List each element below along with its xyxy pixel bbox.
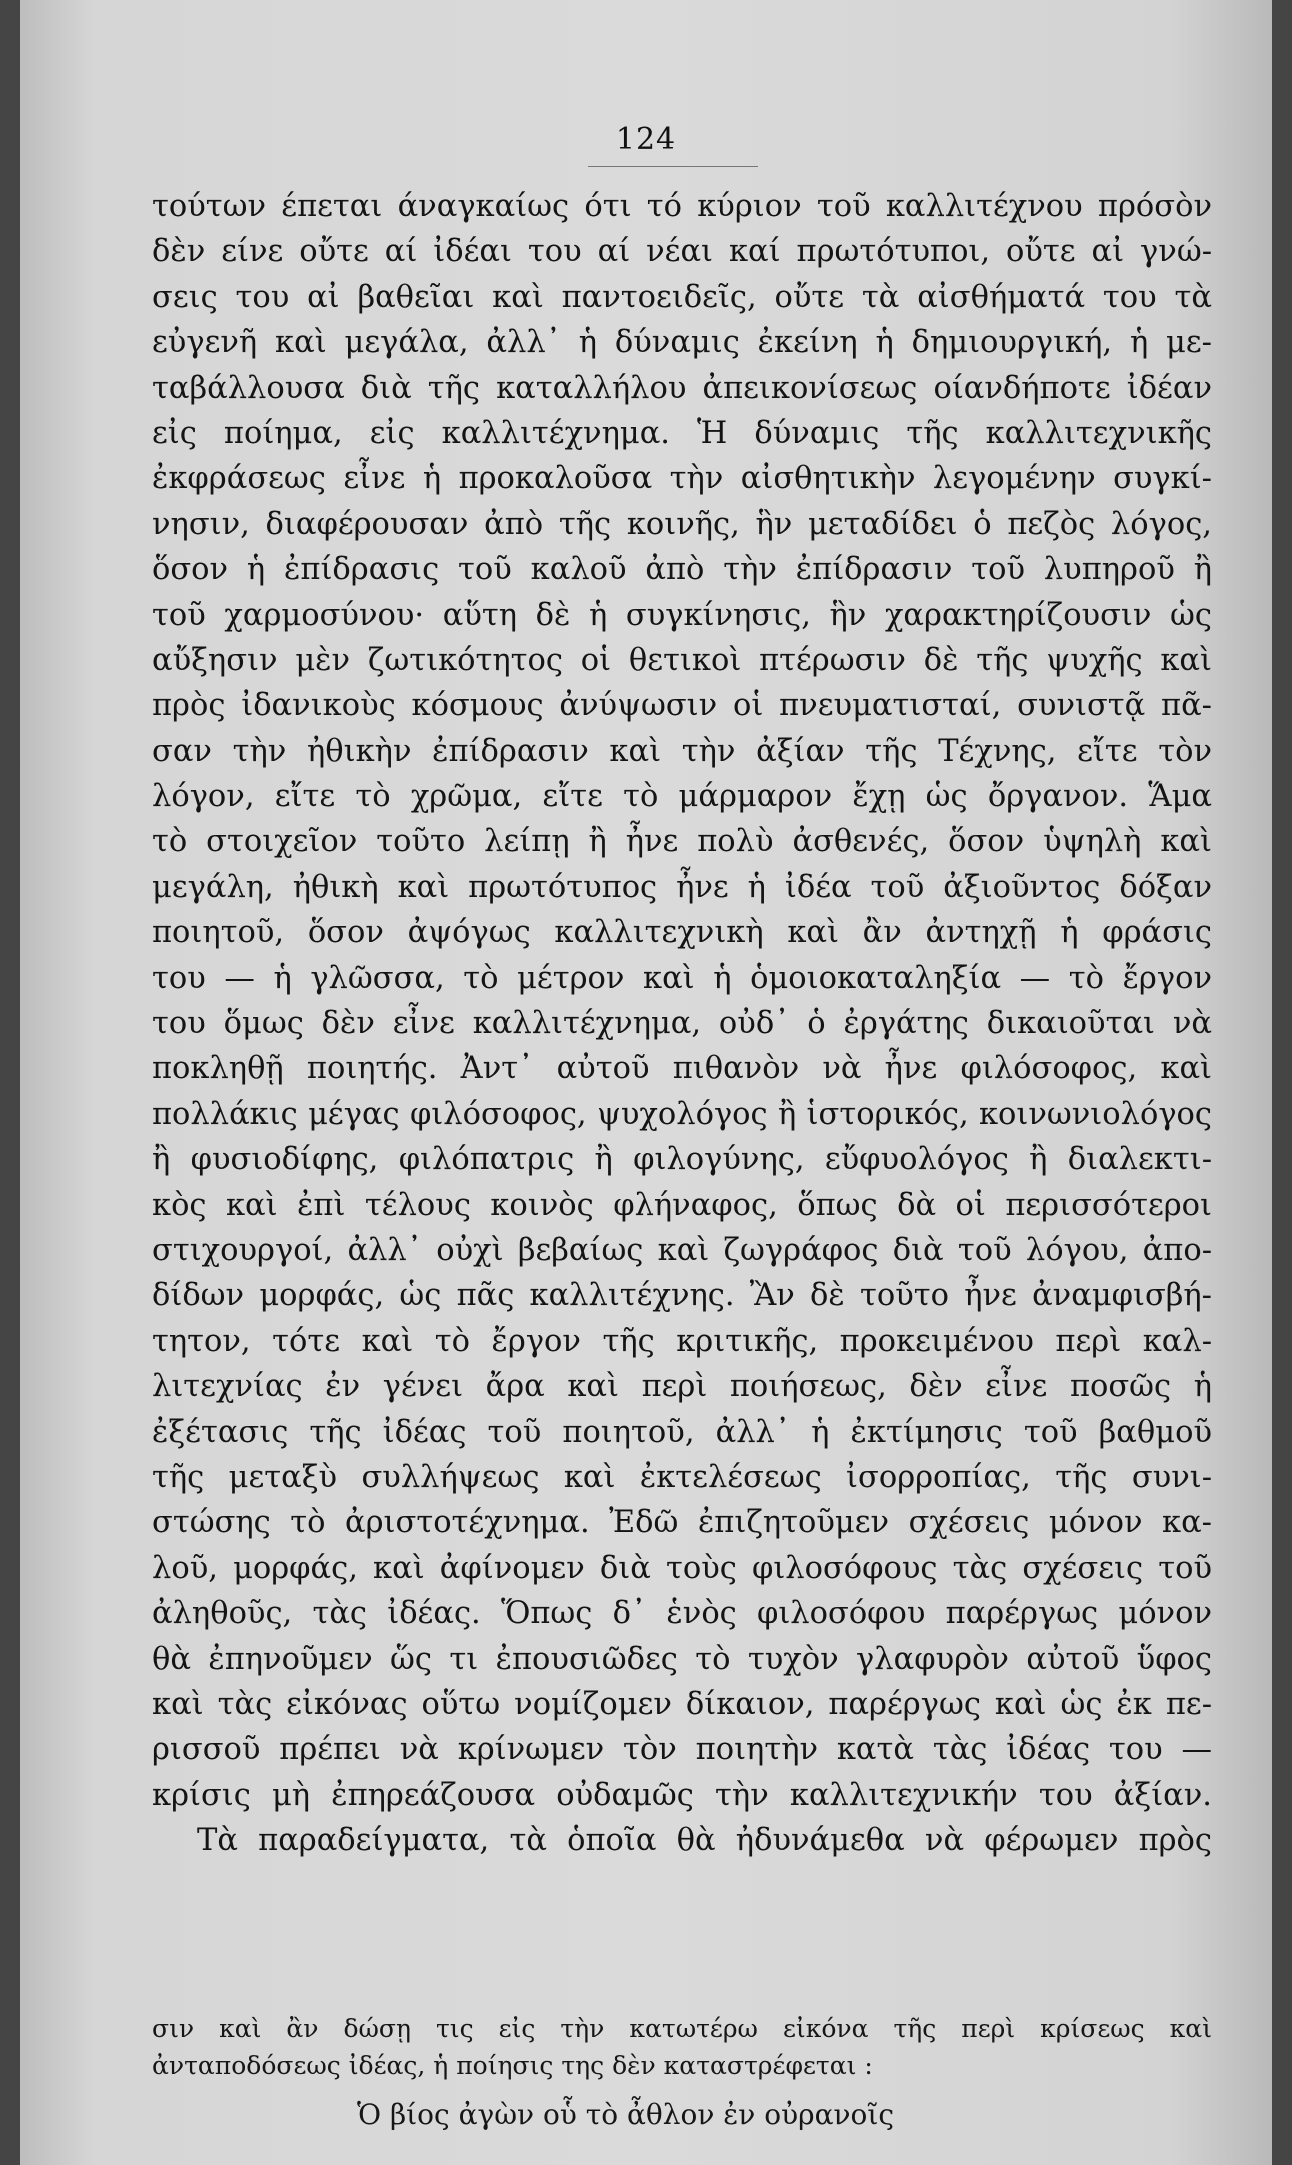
text-line: Τὰ παραδείγματα, τὰ ὁποῖα θὰ ἠδυνάμεθα νὰ φέρωμεν πρὸς bbox=[197, 1823, 1212, 1859]
text-line: νησιν, διαφέρουσαν ἀπὸ τῆς κοινῆς, ἣν μεταδίδει ὁ πεζὸς λόγος, bbox=[152, 506, 1212, 542]
text-line: του ὅμως δὲν εἶνε καλλιτέχνημα, οὐδ᾽ ὁ ἐργάτης δικαιοῦται νὰ bbox=[152, 1006, 1212, 1042]
text-line: σεις του αἰ βαθεῖαι καὶ παντοειδεῖς, οὔτε τὰ αἰσθήματά του τὰ bbox=[152, 279, 1212, 315]
verse-quote: Ὁ βίος ἀγὼν οὗ τὸ ἆθλον ἐν οὐρανοῖς bbox=[357, 2098, 895, 2131]
footnote-line: σιν καὶ ἂν δώσῃ τις εἰς τὴν κατωτέρω εἰκόνα τῆς περὶ κρίσεως καὶ bbox=[152, 2014, 1212, 2043]
text-line: πολλάκις μέγας φιλόσοφος, ψυχολόγος ἢ ἱστορικός, κοινωνιολόγος bbox=[152, 1096, 1212, 1132]
text-line: λοῦ, μορφάς, καὶ ἀφίνομεν διὰ τοὺς φιλοσόφους τὰς σχέσεις τοῦ bbox=[152, 1550, 1212, 1586]
text-line: ποκληθῇ ποιητής. Ἀντ᾽ αὐτοῦ πιθανὸν νὰ ἦνε φιλόσοφος, καὶ bbox=[152, 1051, 1212, 1087]
text-line: τὸ στοιχεῖον τοῦτο λείπῃ ἢ ἦνε πολὺ ἀσθενές, ὅσον ὑψηλὴ καὶ bbox=[152, 824, 1212, 860]
text-line: τούτων έπεται άναγκαίως ότι τό κύριον τοῦ καλλιτέχνου πρόσὸν bbox=[152, 189, 1212, 224]
text-line: δίδων μορφάς, ὡς πᾶς καλλιτέχνης. Ἂν δὲ τοῦτο ἦνε ἀναμφισβή- bbox=[152, 1278, 1212, 1314]
text-line: δὲν είνε οὔτε αί ἰδέαι του αί νέαι καί πρωτότυποι, οὔτε αἰ γνώ- bbox=[152, 234, 1212, 270]
footnote-line: ἀνταποδόσεως ἰδέας, ἡ ποίησις της δὲν καταστρέφεται : bbox=[152, 2051, 873, 2080]
text-line: ταβάλλουσα διὰ τῆς καταλλήλου ἀπεικονίσεως οίανδήποτε ἰδέαν bbox=[152, 370, 1212, 406]
text-line: καὶ τὰς εἰκόνας οὕτω νομίζομεν δίκαιον, παρέργως καὶ ὡς ἐκ πε- bbox=[152, 1686, 1212, 1722]
text-line: μεγάλη, ἠθικὴ καὶ πρωτότυπος ἦνε ἡ ἰδέα τοῦ ἀξιοῦντος δόξαν bbox=[152, 869, 1212, 905]
text-line: αὔξησιν μὲν ζωτικότητος οἱ θετικοὶ πτέρωσιν δὲ τῆς ψυχῆς καὶ bbox=[152, 642, 1212, 678]
text-line: τῆς μεταξὺ συλλήψεως καὶ ἐκτελέσεως ἰσορροπίας, τῆς συνι- bbox=[152, 1459, 1212, 1495]
text-line: εὐγενῆ καὶ μεγάλα, ἀλλ᾽ ἡ δύναμις ἐκείνη ἡ δημιουργική, ἡ με- bbox=[152, 325, 1212, 361]
text-line: ἢ φυσιοδίφης, φιλόπατρις ἢ φιλογύνης, εὔφυολόγος ἢ διαλεκτι- bbox=[152, 1142, 1212, 1178]
text-line: ρισσοῦ πρέπει νὰ κρίνωμεν τὸν ποιητὴν κατὰ τὰς ἰδέας του — bbox=[152, 1732, 1212, 1768]
text-line: θὰ ἐπηνοῦμεν ὥς τι ἐπουσιῶδες τὸ τυχὸν γλαφυρὸν αὐτοῦ ὕφος bbox=[152, 1641, 1212, 1677]
text-line: ποιητοῦ, ὅσον ἀψόγως καλλιτεχνικὴ καὶ ἂν ἀντηχῇ ἡ φράσις bbox=[152, 915, 1212, 951]
text-line: κρίσις μὴ ἐπηρεάζουσα οὐδαμῶς τὴν καλλιτεχνικήν του ἀξίαν. bbox=[152, 1777, 1212, 1813]
text-line: ἐκφράσεως εἶνε ἡ προκαλοῦσα τὴν αἰσθητικὴν λεγομένην συγκί- bbox=[152, 461, 1212, 497]
text-line: πρὸς ἰδανικοὺς κόσμους ἀνύψωσιν οἱ πνευματισταί, συνιστᾷ πᾶ- bbox=[152, 688, 1212, 724]
text-line: του — ἡ γλῶσσα, τὸ μέτρον καὶ ἡ ὁμοιοκαταληξία — τὸ ἔργον bbox=[152, 960, 1212, 996]
page-number: 124 bbox=[615, 122, 677, 157]
text-line: σαν τὴν ἠθικὴν ἐπίδρασιν καὶ τὴν ἀξίαν τῆς Τέχνης, εἴτε τὸν bbox=[152, 733, 1212, 769]
page-number-rule bbox=[588, 166, 758, 167]
text-line: κὸς καὶ ἐπὶ τέλους κοινὸς φλήναφος, ὅπως δὰ οἱ περισσότεροι bbox=[152, 1187, 1212, 1223]
text-line: ἐξέτασις τῆς ἰδέας τοῦ ποιητοῦ, ἀλλ᾽ ἡ ἐκτίμησις τοῦ βαθμοῦ bbox=[152, 1414, 1212, 1450]
text-line: τοῦ χαρμοσύνου· αὕτη δὲ ἡ συγκίνησις, ἣν χαρακτηρίζουσιν ὡς bbox=[152, 597, 1212, 633]
text-line: στώσης τὸ ἀριστοτέχνημα. Ἐδῶ ἐπιζητοῦμεν σχέσεις μόνον κα- bbox=[152, 1505, 1212, 1541]
text-line: ὅσον ἡ ἐπίδρασις τοῦ καλοῦ ἀπὸ τὴν ἐπίδρασιν τοῦ λυπηροῦ ἢ bbox=[152, 552, 1212, 588]
text-line: τητον, τότε καὶ τὸ ἔργον τῆς κριτικῆς, προκειμένου περὶ καλ- bbox=[152, 1323, 1212, 1359]
footnote-text bbox=[152, 2010, 1212, 2133]
text-line: λόγον, εἴτε τὸ χρῶμα, εἴτε τὸ μάρμαρον ἔχῃ ὡς ὄργανον. Ἅμα bbox=[152, 779, 1212, 815]
body-text bbox=[152, 184, 1212, 1863]
text-line: εἰς ποίημα, εἰς καλλιτέχνημα. Ἡ δύναμις τῆς καλλιτεχνικῆς bbox=[152, 415, 1212, 451]
text-line: λιτεχνίας ἐν γένει ἄρα καὶ περὶ ποιήσεως, δὲν εἶνε ποσῶς ἡ bbox=[152, 1369, 1212, 1405]
book-page bbox=[20, 0, 1272, 2165]
text-line: ἀληθοῦς, τὰς ἰδέας. Ὅπως δ᾽ ἑνὸς φιλοσόφου παρέργως μόνον bbox=[152, 1596, 1212, 1632]
text-line: στιχουργοί, ἀλλ᾽ οὐχὶ βεβαίως καὶ ζωγράφος διὰ τοῦ λόγου, ἀπο- bbox=[152, 1232, 1212, 1268]
